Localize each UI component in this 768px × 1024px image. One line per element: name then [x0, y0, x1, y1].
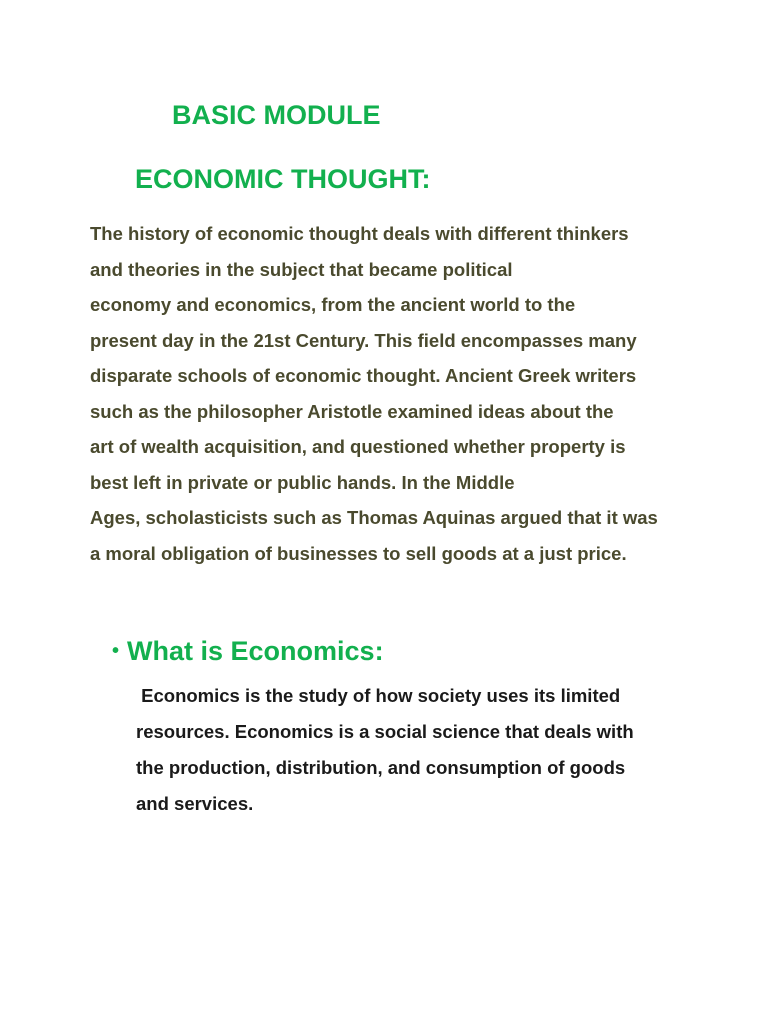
- intro-line: and theories in the subject that became political: [90, 258, 513, 280]
- definition-line: resources. Economics is a social science that deals with: [136, 721, 634, 742]
- intro-line: Ages, scholasticists such as Thomas Aquinas argued that it was: [90, 507, 658, 528]
- definition-line: the production, distribution, and consumption of goods: [136, 757, 626, 778]
- intro-line: The history of economic thought deals with different thinkers: [90, 223, 629, 244]
- intro-line: a moral obligation of businesses to sell goods at a just price.: [90, 542, 627, 564]
- definition-line: and services.: [136, 793, 254, 814]
- definition-line: Economics is the study of how society uses its limited: [136, 685, 621, 706]
- module-title: BASIC MODULE: [172, 100, 381, 130]
- intro-line: art of wealth acquisition, and questioned whether property is: [90, 436, 626, 457]
- intro-line: such as the philosopher Aristotle examined ideas about the: [90, 400, 614, 422]
- intro-line: present day in the 21st Century. This field encompasses many: [90, 329, 637, 351]
- section-heading-text: What is Economics:: [127, 636, 384, 666]
- intro-line: best left in private or public hands. In the Middle: [90, 471, 515, 493]
- bullet-icon: •: [112, 640, 120, 662]
- intro-line: disparate schools of economic thought. Ancient Greek writers: [90, 365, 637, 386]
- section-heading-what-is-economics: [112, 632, 384, 670]
- section-title-economic-thought: ECONOMIC THOUGHT:: [135, 164, 431, 194]
- intro-line: economy and economics, from the ancient world to the: [90, 294, 576, 315]
- intro-paragraph: [90, 216, 710, 571]
- economics-definition-paragraph: [136, 678, 716, 822]
